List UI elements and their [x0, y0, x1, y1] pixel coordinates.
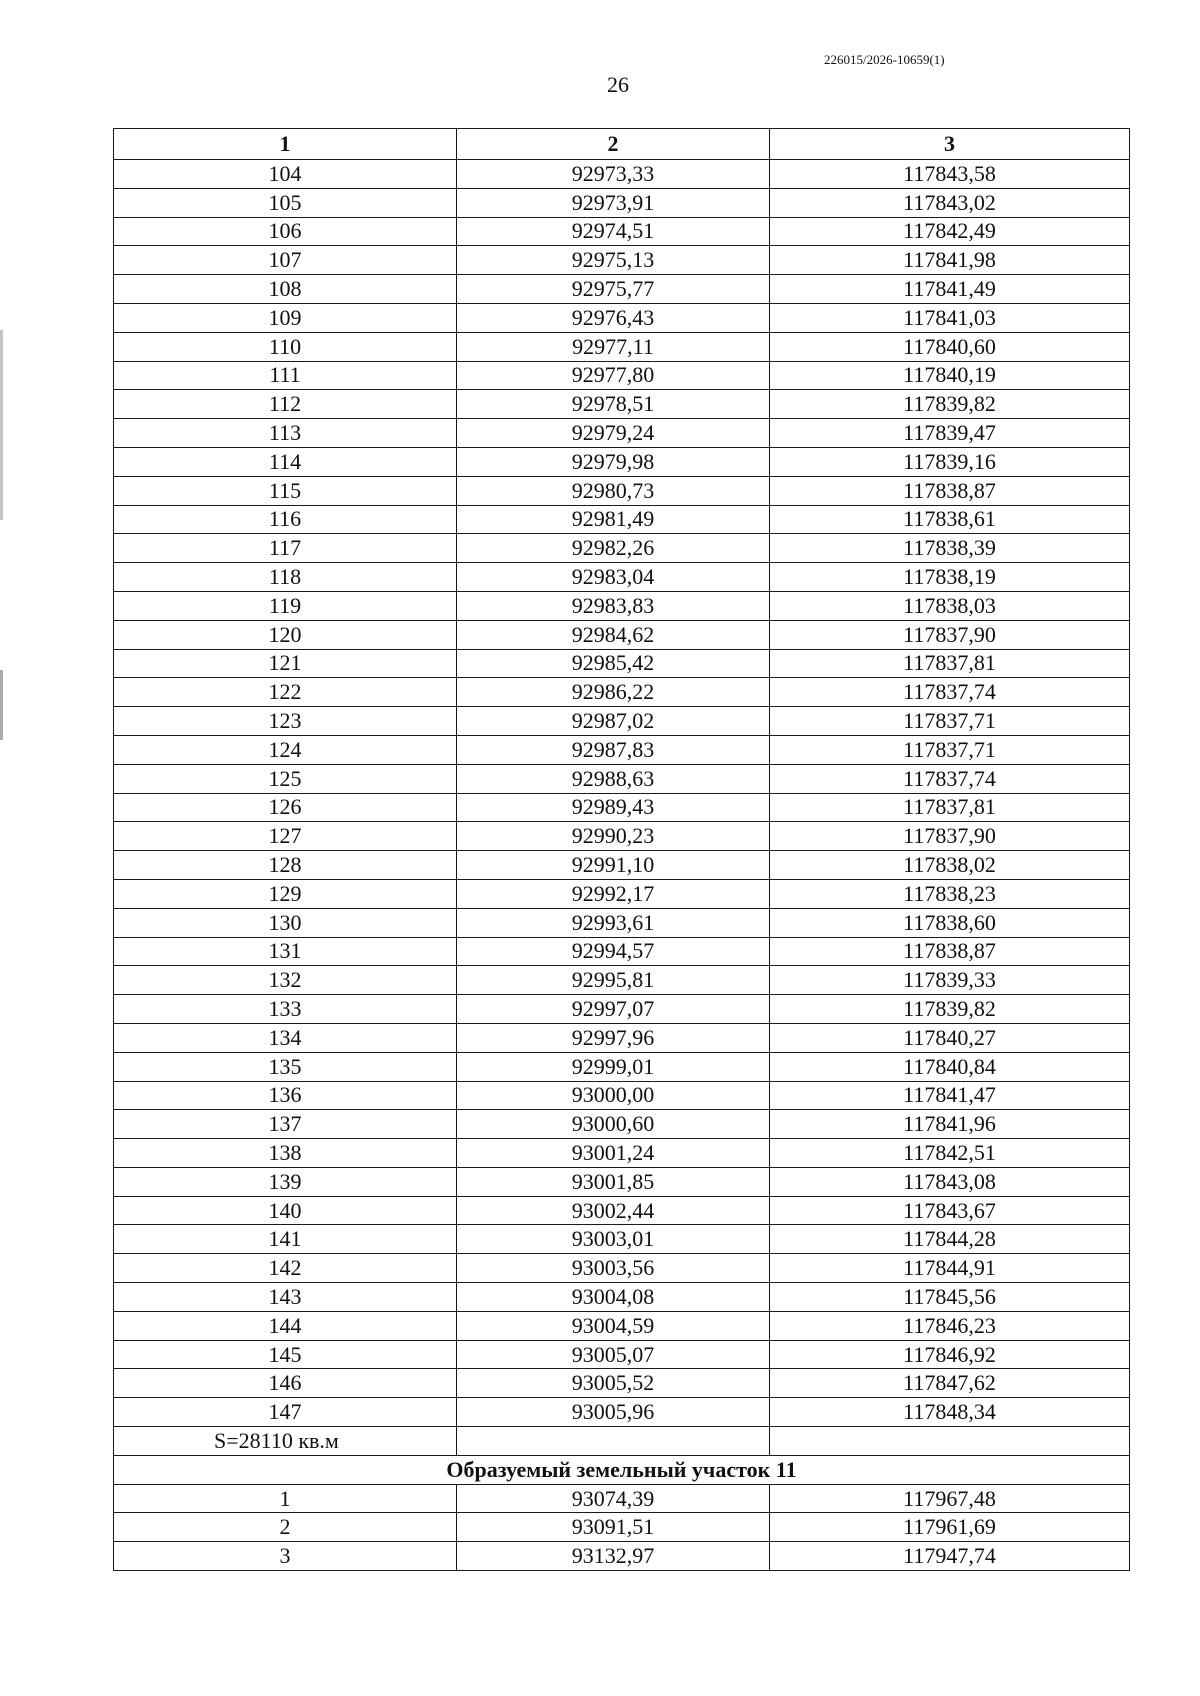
y-coordinate-cell: 117837,71	[770, 707, 1130, 736]
point-number-cell: 124	[114, 735, 457, 764]
point-number-cell: 128	[114, 851, 457, 880]
table-row	[114, 851, 1130, 880]
y-coordinate-cell: 117841,98	[770, 246, 1130, 275]
table-row	[114, 534, 1130, 563]
table-row	[114, 1081, 1130, 1110]
y-coordinate-cell: 117838,87	[770, 476, 1130, 505]
table-row	[114, 390, 1130, 419]
table-row	[114, 160, 1130, 189]
point-number-cell: 135	[114, 1052, 457, 1081]
x-coordinate-cell: 93001,85	[457, 1167, 770, 1196]
point-number-cell: 108	[114, 275, 457, 304]
x-coordinate-cell: 93000,60	[457, 1110, 770, 1139]
y-coordinate-cell: 117841,49	[770, 275, 1130, 304]
empty-cell	[457, 1427, 770, 1456]
y-coordinate-cell: 117947,74	[770, 1542, 1130, 1571]
point-number-cell: 136	[114, 1081, 457, 1110]
table-row	[114, 620, 1130, 649]
table-row	[114, 188, 1130, 217]
y-coordinate-cell: 117837,71	[770, 735, 1130, 764]
y-coordinate-cell: 117846,23	[770, 1311, 1130, 1340]
point-number-cell: 111	[114, 361, 457, 390]
table-row	[114, 995, 1130, 1024]
x-coordinate-cell: 93005,07	[457, 1340, 770, 1369]
point-number-cell: 117	[114, 534, 457, 563]
point-number-cell: 112	[114, 390, 457, 419]
y-coordinate-cell: 117838,39	[770, 534, 1130, 563]
y-coordinate-cell: 117838,03	[770, 591, 1130, 620]
x-coordinate-cell: 92977,11	[457, 332, 770, 361]
point-number-cell: 130	[114, 908, 457, 937]
y-coordinate-cell: 117838,02	[770, 851, 1130, 880]
x-coordinate-cell: 93005,52	[457, 1369, 770, 1398]
y-coordinate-cell: 117838,19	[770, 563, 1130, 592]
table-row	[114, 332, 1130, 361]
point-number-cell: 139	[114, 1167, 457, 1196]
point-number-cell: 104	[114, 160, 457, 189]
x-coordinate-cell: 93003,56	[457, 1254, 770, 1283]
x-coordinate-cell: 92995,81	[457, 966, 770, 995]
x-coordinate-cell: 92984,62	[457, 620, 770, 649]
point-number-cell: 134	[114, 1023, 457, 1052]
table-row	[114, 1398, 1130, 1427]
table-row	[114, 505, 1130, 534]
table-row	[114, 1254, 1130, 1283]
y-coordinate-cell: 117842,51	[770, 1139, 1130, 1168]
y-coordinate-cell: 117840,19	[770, 361, 1130, 390]
point-number-cell: 105	[114, 188, 457, 217]
y-coordinate-cell: 117847,62	[770, 1369, 1130, 1398]
section-title: Образуемый земельный участок 11	[114, 1455, 1130, 1484]
y-coordinate-cell: 117839,16	[770, 447, 1130, 476]
point-number-cell: 113	[114, 419, 457, 448]
point-number-cell: 126	[114, 793, 457, 822]
y-coordinate-cell: 117961,69	[770, 1513, 1130, 1542]
coordinates-sheet	[113, 128, 1129, 1571]
area-label: S=28110 кв.м	[114, 1427, 457, 1456]
point-number-cell: 110	[114, 332, 457, 361]
point-number-cell: 116	[114, 505, 457, 534]
document-id: 226015/2026-10659(1)	[824, 52, 945, 67]
table-row	[114, 1513, 1130, 1542]
x-coordinate-cell: 92974,51	[457, 217, 770, 246]
point-number-cell: 121	[114, 649, 457, 678]
point-number-cell: 145	[114, 1340, 457, 1369]
scan-edge-mark	[0, 670, 3, 740]
point-number-cell: 125	[114, 764, 457, 793]
point-number-cell: 120	[114, 620, 457, 649]
x-coordinate-cell: 92999,01	[457, 1052, 770, 1081]
x-coordinate-cell: 93002,44	[457, 1196, 770, 1225]
y-coordinate-cell: 117837,90	[770, 620, 1130, 649]
y-coordinate-cell: 117839,33	[770, 966, 1130, 995]
y-coordinate-cell: 117839,82	[770, 995, 1130, 1024]
x-coordinate-cell: 93000,00	[457, 1081, 770, 1110]
table-row	[114, 1110, 1130, 1139]
point-number-cell: 147	[114, 1398, 457, 1427]
x-coordinate-cell: 93132,97	[457, 1542, 770, 1571]
table-row	[114, 678, 1130, 707]
table-row	[114, 476, 1130, 505]
x-coordinate-cell: 93001,24	[457, 1139, 770, 1168]
y-coordinate-cell: 117841,96	[770, 1110, 1130, 1139]
point-number-cell: 143	[114, 1283, 457, 1312]
table-row	[114, 1542, 1130, 1571]
x-coordinate-cell: 92973,91	[457, 188, 770, 217]
x-coordinate-cell: 92992,17	[457, 879, 770, 908]
point-number-cell: 142	[114, 1254, 457, 1283]
y-coordinate-cell: 117840,60	[770, 332, 1130, 361]
y-coordinate-cell: 117837,74	[770, 678, 1130, 707]
y-coordinate-cell: 117844,28	[770, 1225, 1130, 1254]
y-coordinate-cell: 117846,92	[770, 1340, 1130, 1369]
y-coordinate-cell: 117845,56	[770, 1283, 1130, 1312]
empty-cell	[770, 1427, 1130, 1456]
x-coordinate-cell: 92973,33	[457, 160, 770, 189]
table-row	[114, 1023, 1130, 1052]
x-coordinate-cell: 92976,43	[457, 303, 770, 332]
point-number-cell: 118	[114, 563, 457, 592]
y-coordinate-cell: 117837,90	[770, 822, 1130, 851]
x-coordinate-cell: 93003,01	[457, 1225, 770, 1254]
point-number-cell: 141	[114, 1225, 457, 1254]
x-coordinate-cell: 92991,10	[457, 851, 770, 880]
point-number-cell: 122	[114, 678, 457, 707]
y-coordinate-cell: 117848,34	[770, 1398, 1130, 1427]
table-row	[114, 563, 1130, 592]
x-coordinate-cell: 93004,08	[457, 1283, 770, 1312]
x-coordinate-cell: 92975,77	[457, 275, 770, 304]
x-coordinate-cell: 92985,42	[457, 649, 770, 678]
y-coordinate-cell: 117843,67	[770, 1196, 1130, 1225]
x-coordinate-cell: 92994,57	[457, 937, 770, 966]
table-row	[114, 735, 1130, 764]
x-coordinate-cell: 92983,04	[457, 563, 770, 592]
x-coordinate-cell: 92987,83	[457, 735, 770, 764]
y-coordinate-cell: 117840,84	[770, 1052, 1130, 1081]
y-coordinate-cell: 117842,49	[770, 217, 1130, 246]
column-header: 2	[457, 129, 770, 160]
scan-edge-mark	[0, 330, 3, 520]
x-coordinate-cell: 92983,83	[457, 591, 770, 620]
y-coordinate-cell: 117838,60	[770, 908, 1130, 937]
x-coordinate-cell: 92989,43	[457, 793, 770, 822]
table-row	[114, 447, 1130, 476]
y-coordinate-cell: 117841,03	[770, 303, 1130, 332]
point-number-cell: 107	[114, 246, 457, 275]
point-number-cell: 114	[114, 447, 457, 476]
table-row	[114, 1139, 1130, 1168]
y-coordinate-cell: 117967,48	[770, 1484, 1130, 1513]
table-row	[114, 764, 1130, 793]
y-coordinate-cell: 117840,27	[770, 1023, 1130, 1052]
x-coordinate-cell: 93004,59	[457, 1311, 770, 1340]
point-number-cell: 106	[114, 217, 457, 246]
x-coordinate-cell: 92997,07	[457, 995, 770, 1024]
table-row	[114, 879, 1130, 908]
x-coordinate-cell: 93005,96	[457, 1398, 770, 1427]
table-row	[114, 591, 1130, 620]
point-number-cell: 115	[114, 476, 457, 505]
section-row	[114, 1455, 1130, 1484]
y-coordinate-cell: 117839,82	[770, 390, 1130, 419]
y-coordinate-cell: 117843,02	[770, 188, 1130, 217]
y-coordinate-cell: 117837,81	[770, 649, 1130, 678]
y-coordinate-cell: 117843,58	[770, 160, 1130, 189]
point-number-cell: 137	[114, 1110, 457, 1139]
y-coordinate-cell: 117837,74	[770, 764, 1130, 793]
y-coordinate-cell: 117841,47	[770, 1081, 1130, 1110]
table-row	[114, 419, 1130, 448]
point-number-cell: 133	[114, 995, 457, 1024]
y-coordinate-cell: 117838,61	[770, 505, 1130, 534]
table-row	[114, 822, 1130, 851]
point-number-cell: 138	[114, 1139, 457, 1168]
table-row	[114, 1340, 1130, 1369]
table-row	[114, 908, 1130, 937]
point-number-cell: 123	[114, 707, 457, 736]
x-coordinate-cell: 92979,24	[457, 419, 770, 448]
x-coordinate-cell: 92979,98	[457, 447, 770, 476]
table-header-row	[114, 129, 1130, 160]
page-number: 26	[607, 72, 629, 97]
point-number-cell: 119	[114, 591, 457, 620]
x-coordinate-cell: 92987,02	[457, 707, 770, 736]
table-row	[114, 937, 1130, 966]
y-coordinate-cell: 117843,08	[770, 1167, 1130, 1196]
y-coordinate-cell: 117844,91	[770, 1254, 1130, 1283]
x-coordinate-cell: 93074,39	[457, 1484, 770, 1513]
table-row	[114, 1167, 1130, 1196]
x-coordinate-cell: 92977,80	[457, 361, 770, 390]
x-coordinate-cell: 92986,22	[457, 678, 770, 707]
x-coordinate-cell: 92981,49	[457, 505, 770, 534]
table-row	[114, 966, 1130, 995]
x-coordinate-cell: 92978,51	[457, 390, 770, 419]
x-coordinate-cell: 92975,13	[457, 246, 770, 275]
table-row	[114, 303, 1130, 332]
point-number-cell: 127	[114, 822, 457, 851]
y-coordinate-cell: 117837,81	[770, 793, 1130, 822]
point-number-cell: 146	[114, 1369, 457, 1398]
table-row	[114, 1283, 1130, 1312]
point-number-cell: 144	[114, 1311, 457, 1340]
x-coordinate-cell: 92997,96	[457, 1023, 770, 1052]
column-header: 3	[770, 129, 1130, 160]
point-number-cell: 109	[114, 303, 457, 332]
column-header: 1	[114, 129, 457, 160]
table-row	[114, 1196, 1130, 1225]
point-number-cell: 140	[114, 1196, 457, 1225]
table-row	[114, 1484, 1130, 1513]
x-coordinate-cell: 92993,61	[457, 908, 770, 937]
point-number-cell: 132	[114, 966, 457, 995]
point-number-cell: 3	[114, 1542, 457, 1571]
table-row	[114, 217, 1130, 246]
table-row	[114, 246, 1130, 275]
x-coordinate-cell: 92982,26	[457, 534, 770, 563]
x-coordinate-cell: 92990,23	[457, 822, 770, 851]
point-number-cell: 131	[114, 937, 457, 966]
x-coordinate-cell: 92980,73	[457, 476, 770, 505]
table-row	[114, 1052, 1130, 1081]
table-row	[114, 793, 1130, 822]
area-row	[114, 1427, 1130, 1456]
table-row	[114, 649, 1130, 678]
point-number-cell: 1	[114, 1484, 457, 1513]
y-coordinate-cell: 117838,23	[770, 879, 1130, 908]
x-coordinate-cell: 93091,51	[457, 1513, 770, 1542]
point-number-cell: 129	[114, 879, 457, 908]
y-coordinate-cell: 117839,47	[770, 419, 1130, 448]
table-row	[114, 1311, 1130, 1340]
table-row	[114, 707, 1130, 736]
x-coordinate-cell: 92988,63	[457, 764, 770, 793]
table-row	[114, 1369, 1130, 1398]
table-row	[114, 361, 1130, 390]
table-row	[114, 1225, 1130, 1254]
coordinates-table	[113, 128, 1130, 1571]
y-coordinate-cell: 117838,87	[770, 937, 1130, 966]
table-row	[114, 275, 1130, 304]
point-number-cell: 2	[114, 1513, 457, 1542]
